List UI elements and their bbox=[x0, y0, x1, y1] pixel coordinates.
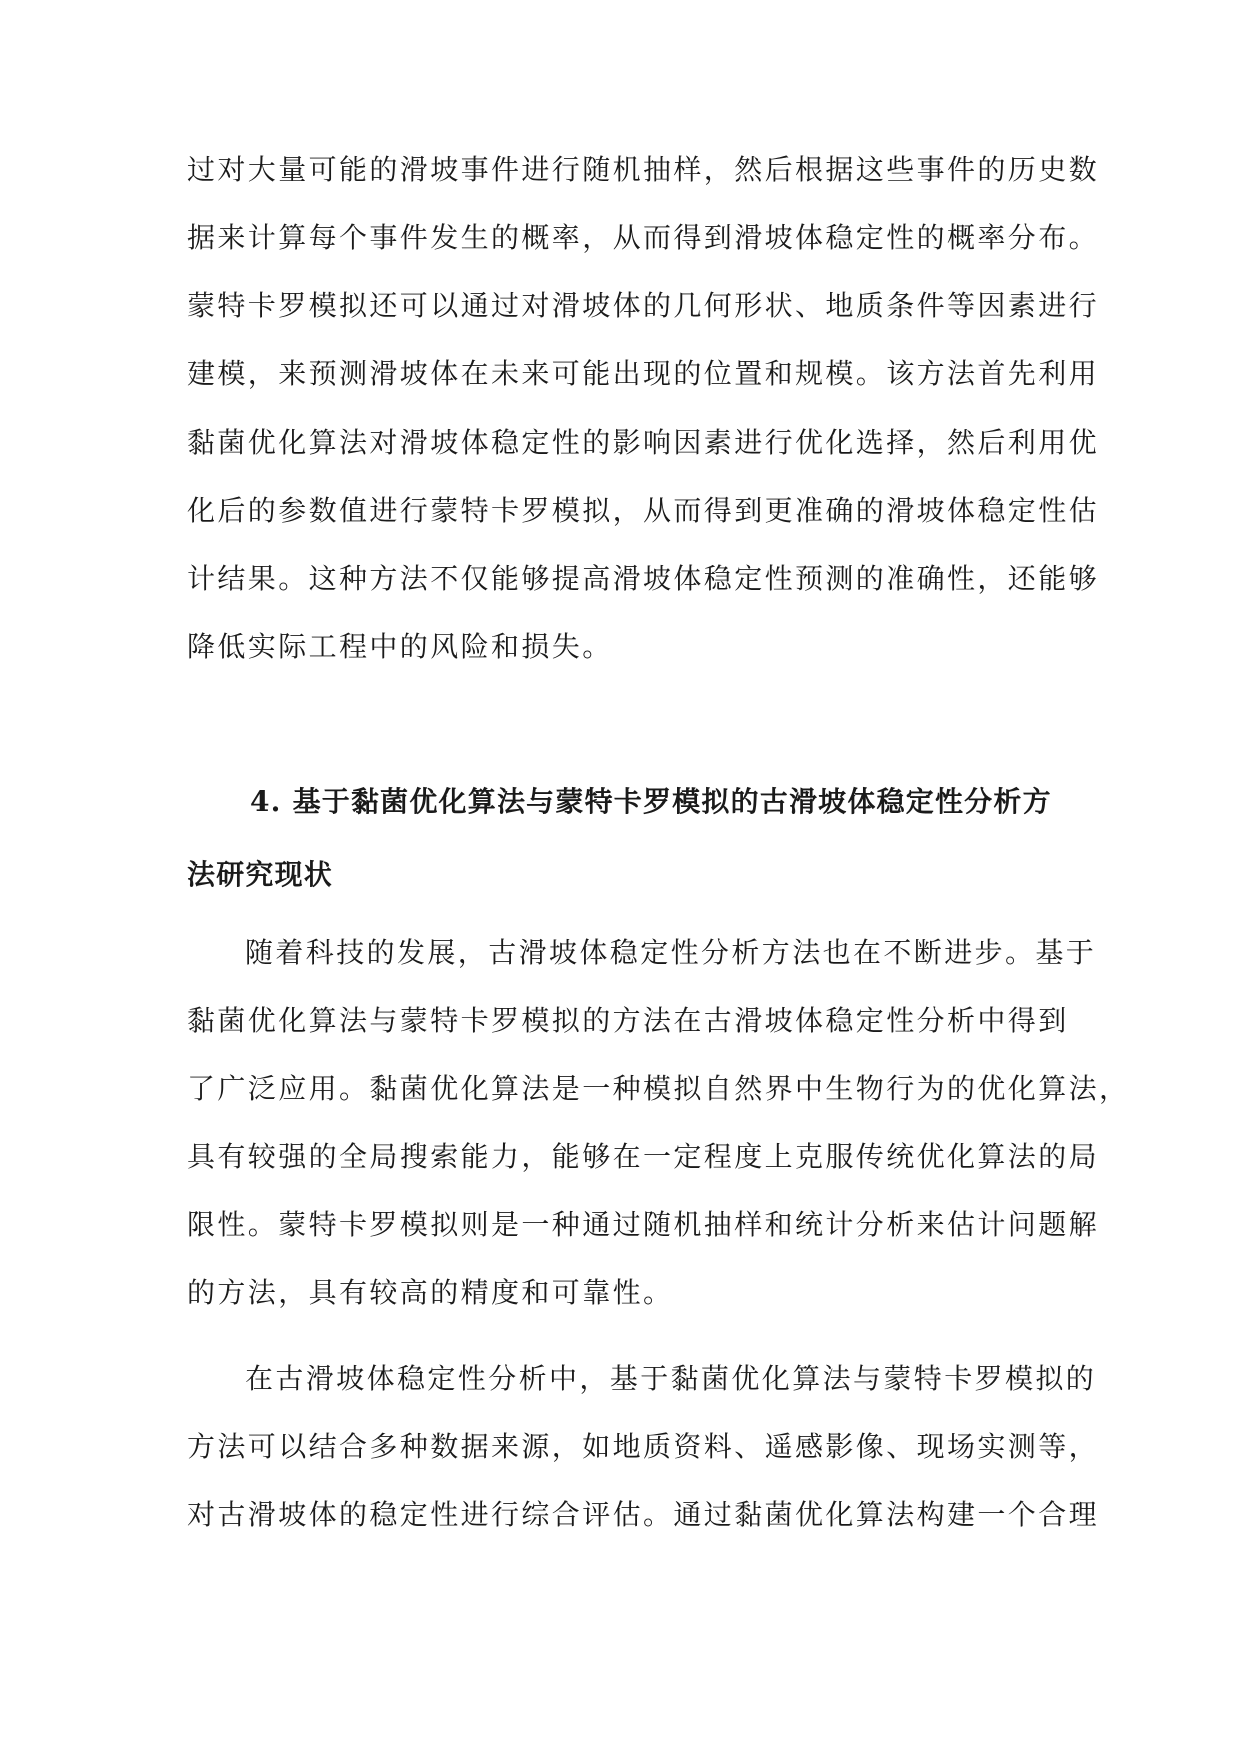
text-line: 计结果。这种方法不仅能够提高滑坡体稳定性预测的准确性，还能够 bbox=[187, 562, 1100, 595]
text-line: 随着科技的发展，古滑坡体稳定性分析方法也在不断进步。基于 bbox=[245, 936, 1097, 969]
text-line: 在古滑坡体稳定性分析中，基于黏菌优化算法与蒙特卡罗模拟的 bbox=[245, 1362, 1097, 1395]
text-line: 具有较强的全局搜索能力，能够在一定程度上克服传统优化算法的局 bbox=[187, 1140, 1100, 1173]
text-line: 限性。蒙特卡罗模拟则是一种通过随机抽样和统计分析来估计问题解 bbox=[187, 1208, 1100, 1241]
text-line: 据来计算每个事件发生的概率，从而得到滑坡体稳定性的概率分布。 bbox=[187, 221, 1100, 254]
text-line: 黏菌优化算法与蒙特卡罗模拟的方法在古滑坡体稳定性分析中得到 bbox=[187, 1004, 1069, 1037]
text-line: 方法可以结合多种数据来源，如地质资料、遥感影像、现场实测等， bbox=[187, 1430, 1100, 1463]
text-line: 了广泛应用。黏菌优化算法是一种模拟自然界中生物行为的优化算法， bbox=[187, 1072, 1130, 1105]
text-line: 的方法，具有较高的精度和可靠性。 bbox=[187, 1276, 674, 1309]
text-line: 蒙特卡罗模拟还可以通过对滑坡体的几何形状、地质条件等因素进行 bbox=[187, 289, 1100, 322]
text-line: 化后的参数值进行蒙特卡罗模拟，从而得到更准确的滑坡体稳定性估 bbox=[187, 494, 1100, 527]
text-line: 降低实际工程中的风险和损失。 bbox=[187, 630, 613, 663]
text-line: 对古滑坡体的稳定性进行综合评估。通过黏菌优化算法构建一个合理 bbox=[187, 1498, 1100, 1531]
text-line: 建模，来预测滑坡体在未来可能出现的位置和规模。该方法首先利用 bbox=[187, 357, 1100, 390]
text-line: 黏菌优化算法对滑坡体稳定性的影响因素进行优化选择，然后利用优 bbox=[187, 426, 1100, 459]
heading-line: 法研究现状 bbox=[187, 858, 334, 891]
text-line: 过对大量可能的滑坡事件进行随机抽样，然后根据这些事件的历史数 bbox=[187, 153, 1100, 186]
heading-line: 4. 基于黏菌优化算法与蒙特卡罗模拟的古滑坡体稳定性分析方 bbox=[250, 785, 1052, 818]
